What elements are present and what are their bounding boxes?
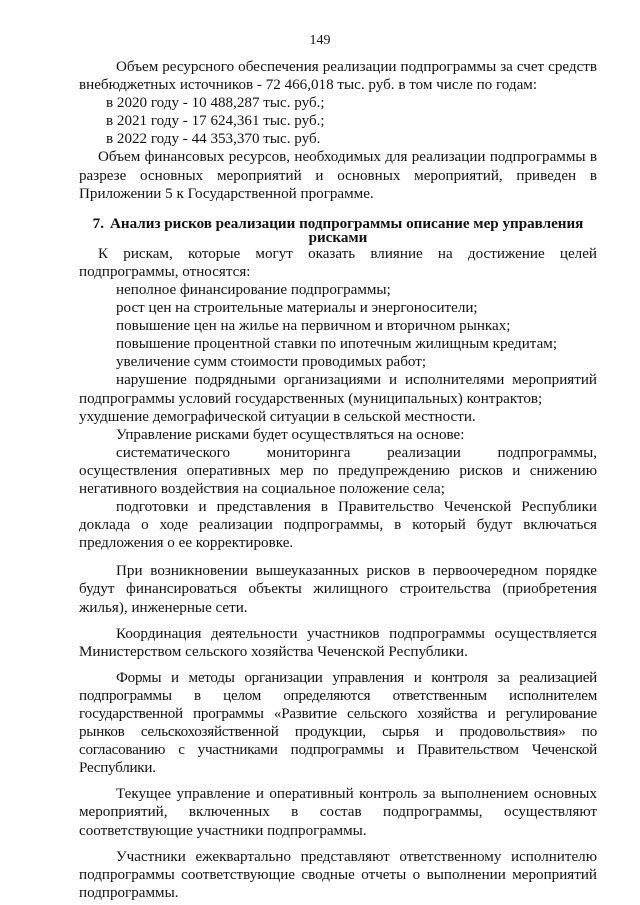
risk-item: повышение процентной ставки по ипотечным жилищным кредитам; xyxy=(116,336,558,353)
budget-year-2021: в 2021 году - 17 624,361 тыс. руб.; xyxy=(106,113,325,130)
risk-item: рост цен на строительные материалы и энергоносители; xyxy=(116,300,478,317)
budget-intro-paragraph: Объем ресурсного обеспечения реализации подпрограммы за счет средств внебюджетных источников - 72 466,018 тыс. руб. в том числе по годам: xyxy=(79,59,597,94)
risk-item: нарушение подрядными организациями и исполнителями мероприятий подпрограммы условий государственных (муниципальных) контрактов; xyxy=(79,372,597,407)
risks-intro-paragraph: К рискам, которые могут оказать влияние на достижение целей подпрограммы, относятся: xyxy=(79,245,597,280)
page-body xyxy=(79,58,597,902)
budget-year-2022: в 2022 году - 44 353,370 тыс. руб. xyxy=(106,131,321,148)
risk-item: повышение цен на жилье на первичном и вторичном рынках; xyxy=(116,318,511,335)
management-item: подготовки и представления в Правительство Чеченской Республики доклада о ходе реализации подпрограммы, в который будут включаться предложения о ее корректировке. xyxy=(79,499,597,552)
section-title: Анализ рисков реализации подпрограммы описание мер управления рисками xyxy=(110,215,584,246)
paragraph-forms-and-methods: Формы и методы организации управления и контроля за реализацией подпрограммы в целом определяются ответственным исполнителем государственной программы «Развитие сельского хозяйства и регулирование рынков сельскохозяйственной продукции, сырья и продовольствия» по согласованию с участниками подпрограммы и Правительством Чеченской Республики. xyxy=(79,669,597,777)
paragraph-coordination: Координация деятельности участников подпрограммы осуществляется Министерством сельского хозяйства Чеченской Республики. xyxy=(79,625,597,660)
management-item: систематического мониторинга реализации подпрограммы, осуществления оперативных мер по предупреждению рисков и снижению негативного воздействия на социальное положение села; xyxy=(79,444,597,497)
paragraph-financing: При возникновении вышеуказанных рисков в первоочередном порядке будут финансироваться объекты жилищного строительства (приобретения жилья), инженерные сети. xyxy=(79,563,597,616)
section-heading xyxy=(79,217,597,245)
risk-item: увеличение сумм стоимости проводимых работ; xyxy=(116,354,427,371)
budget-year-2020: в 2020 году - 10 488,287 тыс. руб.; xyxy=(106,95,325,112)
paragraph-current-management: Текущее управление и оперативный контроль за выполнением основных мероприятий, включенных в состав подпрограммы, осуществляют соответствующие участники подпрограммы. xyxy=(79,786,597,839)
risk-item: неполное финансирование подпрограммы; xyxy=(116,281,391,298)
management-intro-paragraph: Управление рисками будет осуществляться на основе: xyxy=(116,426,465,443)
paragraph-reporting: Участники ежеквартально представляют ответственному исполнителю подпрограммы соответствующие сводные отчеты о выполнении мероприятий подпрограммы. xyxy=(79,848,597,901)
budget-note-paragraph: Объем финансовых ресурсов, необходимых для реализации подпрограммы в разрезе основных мероприятий и основных мероприятий, приведен в Приложении 5 к Государственной программе. xyxy=(79,149,597,202)
section-number: 7. xyxy=(92,215,104,232)
risk-item-demographic: ухудшение демографической ситуации в сельской местности. xyxy=(79,408,476,425)
page-number: 149 xyxy=(309,33,331,48)
